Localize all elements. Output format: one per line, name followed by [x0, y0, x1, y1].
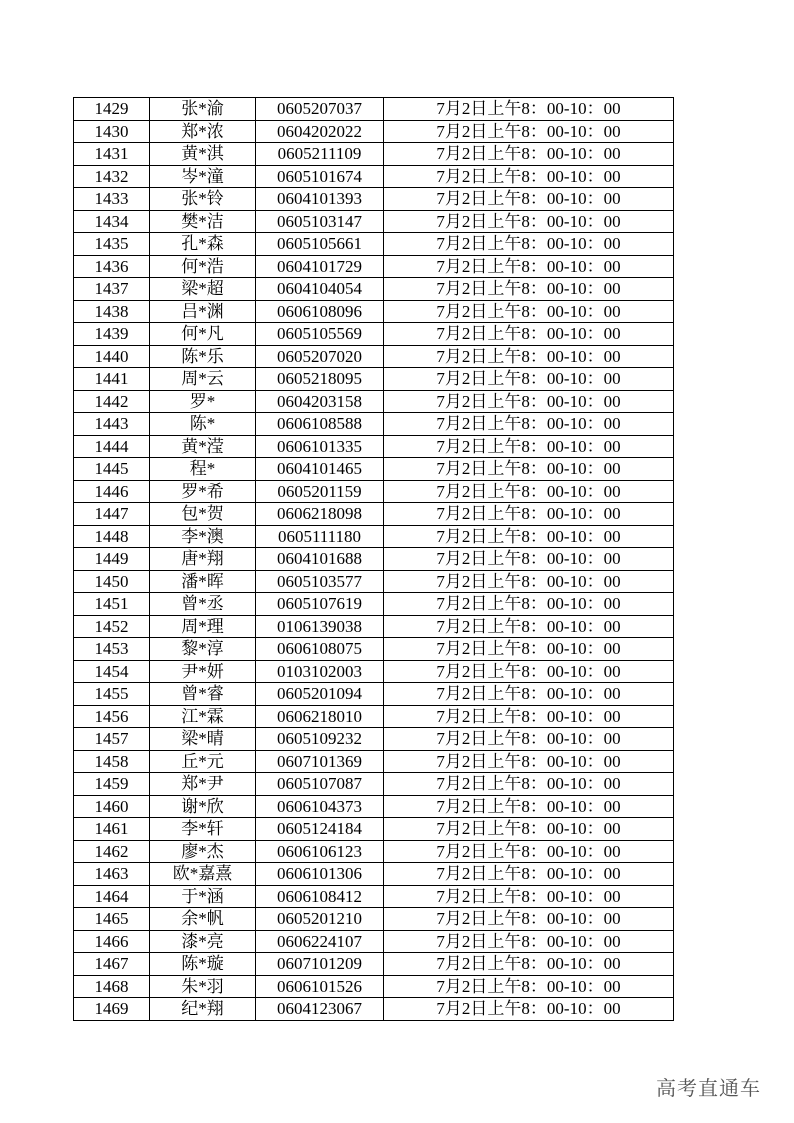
- name-cell: 纪*翔: [150, 998, 256, 1021]
- name-cell: 廖*杰: [150, 840, 256, 863]
- exam-time-cell: 7月2日上午8：00-10：00: [384, 120, 674, 143]
- exam-time-cell: 7月2日上午8：00-10：00: [384, 413, 674, 436]
- exam-time-cell: 7月2日上午8：00-10：00: [384, 368, 674, 391]
- name-cell: 何*凡: [150, 323, 256, 346]
- candidate-id-cell: 0605103577: [256, 570, 384, 593]
- exam-time-cell: 7月2日上午8：00-10：00: [384, 773, 674, 796]
- table-row: [74, 233, 674, 256]
- name-cell: 罗*: [150, 390, 256, 413]
- name-cell: 岑*潼: [150, 165, 256, 188]
- exam-time-cell: 7月2日上午8：00-10：00: [384, 480, 674, 503]
- exam-time-cell: 7月2日上午8：00-10：00: [384, 593, 674, 616]
- candidate-id-cell: 0605211109: [256, 143, 384, 166]
- candidate-id-cell: 0605218095: [256, 368, 384, 391]
- seq-cell: 1443: [74, 413, 150, 436]
- exam-time-cell: 7月2日上午8：00-10：00: [384, 435, 674, 458]
- name-cell: 陈*乐: [150, 345, 256, 368]
- seq-cell: 1466: [74, 930, 150, 953]
- table-row: [74, 188, 674, 211]
- table-row: [74, 773, 674, 796]
- seq-cell: 1464: [74, 885, 150, 908]
- name-cell: 程*: [150, 458, 256, 481]
- candidate-id-cell: 0103102003: [256, 660, 384, 683]
- candidate-id-cell: 0606101306: [256, 863, 384, 886]
- seq-cell: 1442: [74, 390, 150, 413]
- table-row: [74, 458, 674, 481]
- name-cell: 郑*尹: [150, 773, 256, 796]
- seq-cell: 1457: [74, 728, 150, 751]
- name-cell: 黄*滢: [150, 435, 256, 458]
- name-cell: 潘*晖: [150, 570, 256, 593]
- name-cell: 张*铃: [150, 188, 256, 211]
- table-row: [74, 930, 674, 953]
- candidate-id-cell: 0605201159: [256, 480, 384, 503]
- table-row: [74, 143, 674, 166]
- seq-cell: 1453: [74, 638, 150, 661]
- candidate-id-cell: 0607101369: [256, 750, 384, 773]
- exam-time-cell: 7月2日上午8：00-10：00: [384, 525, 674, 548]
- candidate-id-cell: 0606108412: [256, 885, 384, 908]
- seq-cell: 1454: [74, 660, 150, 683]
- seq-cell: 1435: [74, 233, 150, 256]
- exam-time-cell: 7月2日上午8：00-10：00: [384, 615, 674, 638]
- name-cell: 周*云: [150, 368, 256, 391]
- exam-time-cell: 7月2日上午8：00-10：00: [384, 863, 674, 886]
- table-row: [74, 705, 674, 728]
- seq-cell: 1448: [74, 525, 150, 548]
- candidate-id-cell: 0606101526: [256, 975, 384, 998]
- seq-cell: 1463: [74, 863, 150, 886]
- candidate-id-cell: 0606224107: [256, 930, 384, 953]
- candidate-id-cell: 0606106123: [256, 840, 384, 863]
- table-row: [74, 885, 674, 908]
- seq-cell: 1455: [74, 683, 150, 706]
- exam-time-cell: 7月2日上午8：00-10：00: [384, 683, 674, 706]
- seq-cell: 1467: [74, 953, 150, 976]
- exam-time-cell: 7月2日上午8：00-10：00: [384, 143, 674, 166]
- table-row: [74, 345, 674, 368]
- table-row: [74, 638, 674, 661]
- exam-time-cell: 7月2日上午8：00-10：00: [384, 975, 674, 998]
- exam-time-cell: 7月2日上午8：00-10：00: [384, 255, 674, 278]
- table-row: [74, 210, 674, 233]
- seq-cell: 1430: [74, 120, 150, 143]
- exam-time-cell: 7月2日上午8：00-10：00: [384, 728, 674, 751]
- exam-time-cell: 7月2日上午8：00-10：00: [384, 660, 674, 683]
- seq-cell: 1437: [74, 278, 150, 301]
- table-row: [74, 300, 674, 323]
- seq-cell: 1468: [74, 975, 150, 998]
- table-row: [74, 998, 674, 1021]
- table-row: [74, 818, 674, 841]
- exam-time-cell: 7月2日上午8：00-10：00: [384, 458, 674, 481]
- table-row: [74, 863, 674, 886]
- seq-cell: 1465: [74, 908, 150, 931]
- seq-cell: 1462: [74, 840, 150, 863]
- seq-cell: 1440: [74, 345, 150, 368]
- name-cell: 樊*洁: [150, 210, 256, 233]
- candidate-id-cell: 0604101688: [256, 548, 384, 571]
- seq-cell: 1449: [74, 548, 150, 571]
- table-row: [74, 413, 674, 436]
- name-cell: 罗*希: [150, 480, 256, 503]
- exam-time-cell: 7月2日上午8：00-10：00: [384, 570, 674, 593]
- candidate-id-cell: 0606104373: [256, 795, 384, 818]
- table-row: [74, 278, 674, 301]
- name-cell: 于*涵: [150, 885, 256, 908]
- name-cell: 朱*羽: [150, 975, 256, 998]
- table-row: [74, 728, 674, 751]
- candidate-id-cell: 0605103147: [256, 210, 384, 233]
- candidate-id-cell: 0605101674: [256, 165, 384, 188]
- exam-time-cell: 7月2日上午8：00-10：00: [384, 638, 674, 661]
- exam-time-cell: 7月2日上午8：00-10：00: [384, 323, 674, 346]
- seq-cell: 1445: [74, 458, 150, 481]
- candidate-id-cell: 0604101393: [256, 188, 384, 211]
- seq-cell: 1450: [74, 570, 150, 593]
- exam-time-cell: 7月2日上午8：00-10：00: [384, 908, 674, 931]
- candidate-id-cell: 0605207020: [256, 345, 384, 368]
- name-cell: 李*澳: [150, 525, 256, 548]
- name-cell: 丘*元: [150, 750, 256, 773]
- name-cell: 张*渝: [150, 98, 256, 121]
- seq-cell: 1431: [74, 143, 150, 166]
- candidate-id-cell: 0605201094: [256, 683, 384, 706]
- exam-time-cell: 7月2日上午8：00-10：00: [384, 930, 674, 953]
- name-cell: 陈*璇: [150, 953, 256, 976]
- name-cell: 曾*睿: [150, 683, 256, 706]
- name-cell: 欧*嘉熹: [150, 863, 256, 886]
- seq-cell: 1439: [74, 323, 150, 346]
- name-cell: 黄*淇: [150, 143, 256, 166]
- seq-cell: 1436: [74, 255, 150, 278]
- candidate-id-cell: 0604101465: [256, 458, 384, 481]
- candidate-id-cell: 0606108588: [256, 413, 384, 436]
- table-row: [74, 525, 674, 548]
- candidate-id-cell: 0605201210: [256, 908, 384, 931]
- exam-time-cell: 7月2日上午8：00-10：00: [384, 165, 674, 188]
- seq-cell: 1452: [74, 615, 150, 638]
- table-row: [74, 683, 674, 706]
- exam-time-cell: 7月2日上午8：00-10：00: [384, 795, 674, 818]
- seq-cell: 1456: [74, 705, 150, 728]
- roster-table-body: [74, 98, 674, 1021]
- name-cell: 曾*丞: [150, 593, 256, 616]
- table-row: [74, 953, 674, 976]
- name-cell: 余*帆: [150, 908, 256, 931]
- candidate-id-cell: 0605105661: [256, 233, 384, 256]
- exam-time-cell: 7月2日上午8：00-10：00: [384, 818, 674, 841]
- exam-time-cell: 7月2日上午8：00-10：00: [384, 233, 674, 256]
- exam-time-cell: 7月2日上午8：00-10：00: [384, 390, 674, 413]
- name-cell: 郑*浓: [150, 120, 256, 143]
- table-row: [74, 390, 674, 413]
- table-row: [74, 908, 674, 931]
- candidate-id-cell: 0606218010: [256, 705, 384, 728]
- name-cell: 包*贺: [150, 503, 256, 526]
- exam-time-cell: 7月2日上午8：00-10：00: [384, 345, 674, 368]
- name-cell: 何*浩: [150, 255, 256, 278]
- seq-cell: 1469: [74, 998, 150, 1021]
- seq-cell: 1434: [74, 210, 150, 233]
- exam-time-cell: 7月2日上午8：00-10：00: [384, 278, 674, 301]
- name-cell: 唐*翔: [150, 548, 256, 571]
- exam-time-cell: 7月2日上午8：00-10：00: [384, 210, 674, 233]
- table-row: [74, 750, 674, 773]
- exam-time-cell: 7月2日上午8：00-10：00: [384, 885, 674, 908]
- seq-cell: 1461: [74, 818, 150, 841]
- seq-cell: 1447: [74, 503, 150, 526]
- table-row: [74, 840, 674, 863]
- candidate-id-cell: 0605124184: [256, 818, 384, 841]
- seq-cell: 1444: [74, 435, 150, 458]
- seq-cell: 1429: [74, 98, 150, 121]
- seq-cell: 1459: [74, 773, 150, 796]
- seq-cell: 1438: [74, 300, 150, 323]
- name-cell: 李*轩: [150, 818, 256, 841]
- seq-cell: 1446: [74, 480, 150, 503]
- table-row: [74, 323, 674, 346]
- name-cell: 吕*渊: [150, 300, 256, 323]
- seq-cell: 1460: [74, 795, 150, 818]
- seq-cell: 1451: [74, 593, 150, 616]
- exam-time-cell: 7月2日上午8：00-10：00: [384, 300, 674, 323]
- name-cell: 尹*妍: [150, 660, 256, 683]
- table-row: [74, 503, 674, 526]
- table-row: [74, 593, 674, 616]
- candidate-id-cell: 0607101209: [256, 953, 384, 976]
- table-row: [74, 98, 674, 121]
- table-row: [74, 120, 674, 143]
- exam-time-cell: 7月2日上午8：00-10：00: [384, 98, 674, 121]
- table-row: [74, 660, 674, 683]
- name-cell: 周*理: [150, 615, 256, 638]
- candidate-id-cell: 0606108096: [256, 300, 384, 323]
- candidate-id-cell: 0604123067: [256, 998, 384, 1021]
- candidate-id-cell: 0604104054: [256, 278, 384, 301]
- table-row: [74, 548, 674, 571]
- table-row: [74, 615, 674, 638]
- name-cell: 梁*晴: [150, 728, 256, 751]
- table-row: [74, 435, 674, 458]
- name-cell: 黎*淳: [150, 638, 256, 661]
- table-row: [74, 368, 674, 391]
- candidate-id-cell: 0604101729: [256, 255, 384, 278]
- name-cell: 谢*欣: [150, 795, 256, 818]
- name-cell: 孔*森: [150, 233, 256, 256]
- exam-time-cell: 7月2日上午8：00-10：00: [384, 750, 674, 773]
- name-cell: 梁*超: [150, 278, 256, 301]
- exam-time-cell: 7月2日上午8：00-10：00: [384, 998, 674, 1021]
- candidate-id-cell: 0605107087: [256, 773, 384, 796]
- table-row: [74, 795, 674, 818]
- watermark-text: 高考直通车: [656, 1076, 761, 1100]
- candidate-id-cell: 0604203158: [256, 390, 384, 413]
- exam-time-cell: 7月2日上午8：00-10：00: [384, 548, 674, 571]
- candidate-id-cell: 0605109232: [256, 728, 384, 751]
- candidate-id-cell: 0606108075: [256, 638, 384, 661]
- name-cell: 漆*亮: [150, 930, 256, 953]
- exam-roster-table: [73, 97, 674, 1021]
- seq-cell: 1441: [74, 368, 150, 391]
- name-cell: 江*霖: [150, 705, 256, 728]
- table-row: [74, 255, 674, 278]
- candidate-id-cell: 0605111180: [256, 525, 384, 548]
- exam-time-cell: 7月2日上午8：00-10：00: [384, 840, 674, 863]
- exam-time-cell: 7月2日上午8：00-10：00: [384, 188, 674, 211]
- seq-cell: 1433: [74, 188, 150, 211]
- candidate-id-cell: 0606101335: [256, 435, 384, 458]
- exam-time-cell: 7月2日上午8：00-10：00: [384, 503, 674, 526]
- candidate-id-cell: 0606218098: [256, 503, 384, 526]
- seq-cell: 1432: [74, 165, 150, 188]
- candidate-id-cell: 0604202022: [256, 120, 384, 143]
- exam-time-cell: 7月2日上午8：00-10：00: [384, 705, 674, 728]
- candidate-id-cell: 0605207037: [256, 98, 384, 121]
- candidate-id-cell: 0605105569: [256, 323, 384, 346]
- name-cell: 陈*: [150, 413, 256, 436]
- table-row: [74, 975, 674, 998]
- table-row: [74, 570, 674, 593]
- seq-cell: 1458: [74, 750, 150, 773]
- candidate-id-cell: 0605107619: [256, 593, 384, 616]
- candidate-id-cell: 0106139038: [256, 615, 384, 638]
- exam-time-cell: 7月2日上午8：00-10：00: [384, 953, 674, 976]
- table-row: [74, 480, 674, 503]
- table-row: [74, 165, 674, 188]
